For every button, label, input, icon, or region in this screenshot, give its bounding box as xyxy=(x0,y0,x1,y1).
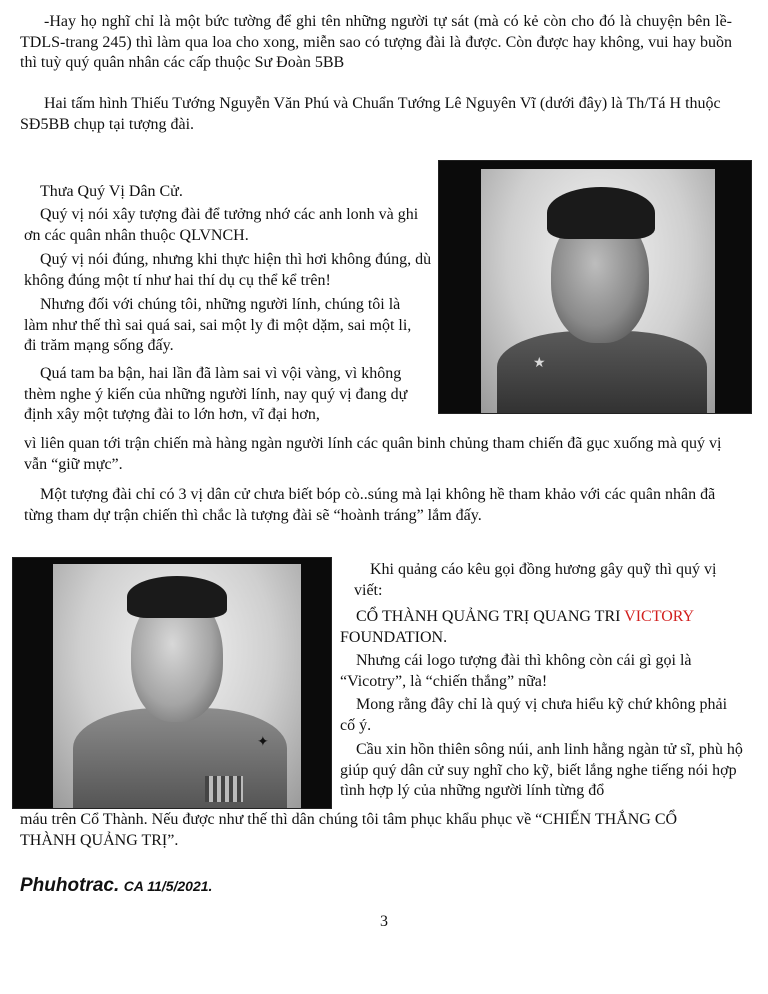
paragraph-12b: máu trên Cổ Thành. Nếu được như thế thì dân chúng tôi tâm phục khẩu phục về “CHIẾN THẮNG CỔ THÀNH QUẢNG TRỊ”. xyxy=(20,811,678,849)
greeting-line: Thưa Quý Vị Dân Cử. xyxy=(40,183,183,200)
foundation-name-suffix: FOUNDATION. xyxy=(340,628,448,646)
portrait-photo-bottom xyxy=(12,557,332,809)
rank-star-icon: ✦ xyxy=(257,735,269,750)
paragraph-11: Mong rằng đây chỉ là quý vị chưa hiểu kỹ chứ không phải cố ý. xyxy=(340,696,728,734)
signature xyxy=(20,876,212,898)
signature-date: CA 11/5/2021. xyxy=(123,878,213,894)
page-number: 3 xyxy=(380,913,388,930)
ribbon-bar-icon xyxy=(205,776,243,802)
paragraph-3: Quý vị nói xây tượng đài để tưởng nhớ các anh lonh và ghi ơn các quân nhân thuộc QLVNCH. xyxy=(24,206,419,244)
paragraph-9 xyxy=(340,607,740,648)
paragraph-2: Hai tấm hình Thiếu Tướng Nguyễn Văn Phú và Chuẩn Tướng Lê Nguyên Vĩ (dưới đây) là Th/Tá H thuộc SĐ5BB chụp tại tượng đài. xyxy=(20,95,721,133)
portrait-photo-top xyxy=(438,160,752,414)
paragraph-1: -Hay họ nghĩ chỉ là một bức tường để ghi tên những người tự sát (mà có kẻ còn cho đó là chuyện bên lề-TDLS-trang 245) thì làm qua loa cho xong, miễn sao có tượng đài là được. Còn được hay không, vui hay buồn thì tuỳ quý quân nhân các cấp thuộc Sư Đoàn 5BB xyxy=(20,13,732,71)
paragraph-6b: vì liên quan tới trận chiến mà hàng ngàn người lính các quân binh chủng tham chiến đã gục xuống mà quý vị vẫn “giữ mực”. xyxy=(24,435,722,473)
paragraph-6a: Quá tam ba bận, hai lần đã làm sai vì vội vàng, vì không thèm nghe ý kiến của những người lính, nay quý vị đang dự định xây một tượng đài to lớn hơn, vĩ đại hơn, xyxy=(24,365,408,423)
rank-star-icon: ★ xyxy=(533,356,546,371)
paragraph-4: Quý vị nói đúng, nhưng khi thực hiện thì hơi không đúng, dù không đúng một tí như hai thí dụ cụ thể kể trên! xyxy=(24,251,432,289)
foundation-name-prefix: CỔ THÀNH QUẢNG TRỊ QUANG TRI xyxy=(356,608,625,625)
paragraph-8: Khi quảng cáo kêu gọi đồng hương gây quỹ thì quý vị viết: xyxy=(354,561,717,599)
victory-word: VICTORY xyxy=(624,608,694,625)
paragraph-12a: Cầu xin hồn thiên sông núi, anh linh hằng ngàn tử sĩ, phù hộ giúp quý dân cử suy nghĩ cho kỹ, biết lắng nghe tiếng nói hợp tình hợp lý của những người lính từng đổ xyxy=(340,741,743,799)
signature-name: Phuhotrac. xyxy=(20,875,120,896)
paragraph-5: Nhưng đối với chúng tôi, những người lính, chúng tôi là làm như thế thì sai quá sai, sai một ly đi một dặm, sai một li, đi trăm mạng sống đấy. xyxy=(24,296,412,354)
paragraph-10: Nhưng cái logo tượng đài thì không còn cái gì gọi là “Vicotry”, là “chiến thắng” nữa! xyxy=(340,652,692,690)
paragraph-7: Một tượng đài chỉ có 3 vị dân cử chưa biết bóp cò..súng mà lại không hề tham khảo với các quân nhân đã từng tham dự trận chiến thì chắc là tượng đài sẽ “hoành tráng” lắm đấy. xyxy=(24,486,716,524)
